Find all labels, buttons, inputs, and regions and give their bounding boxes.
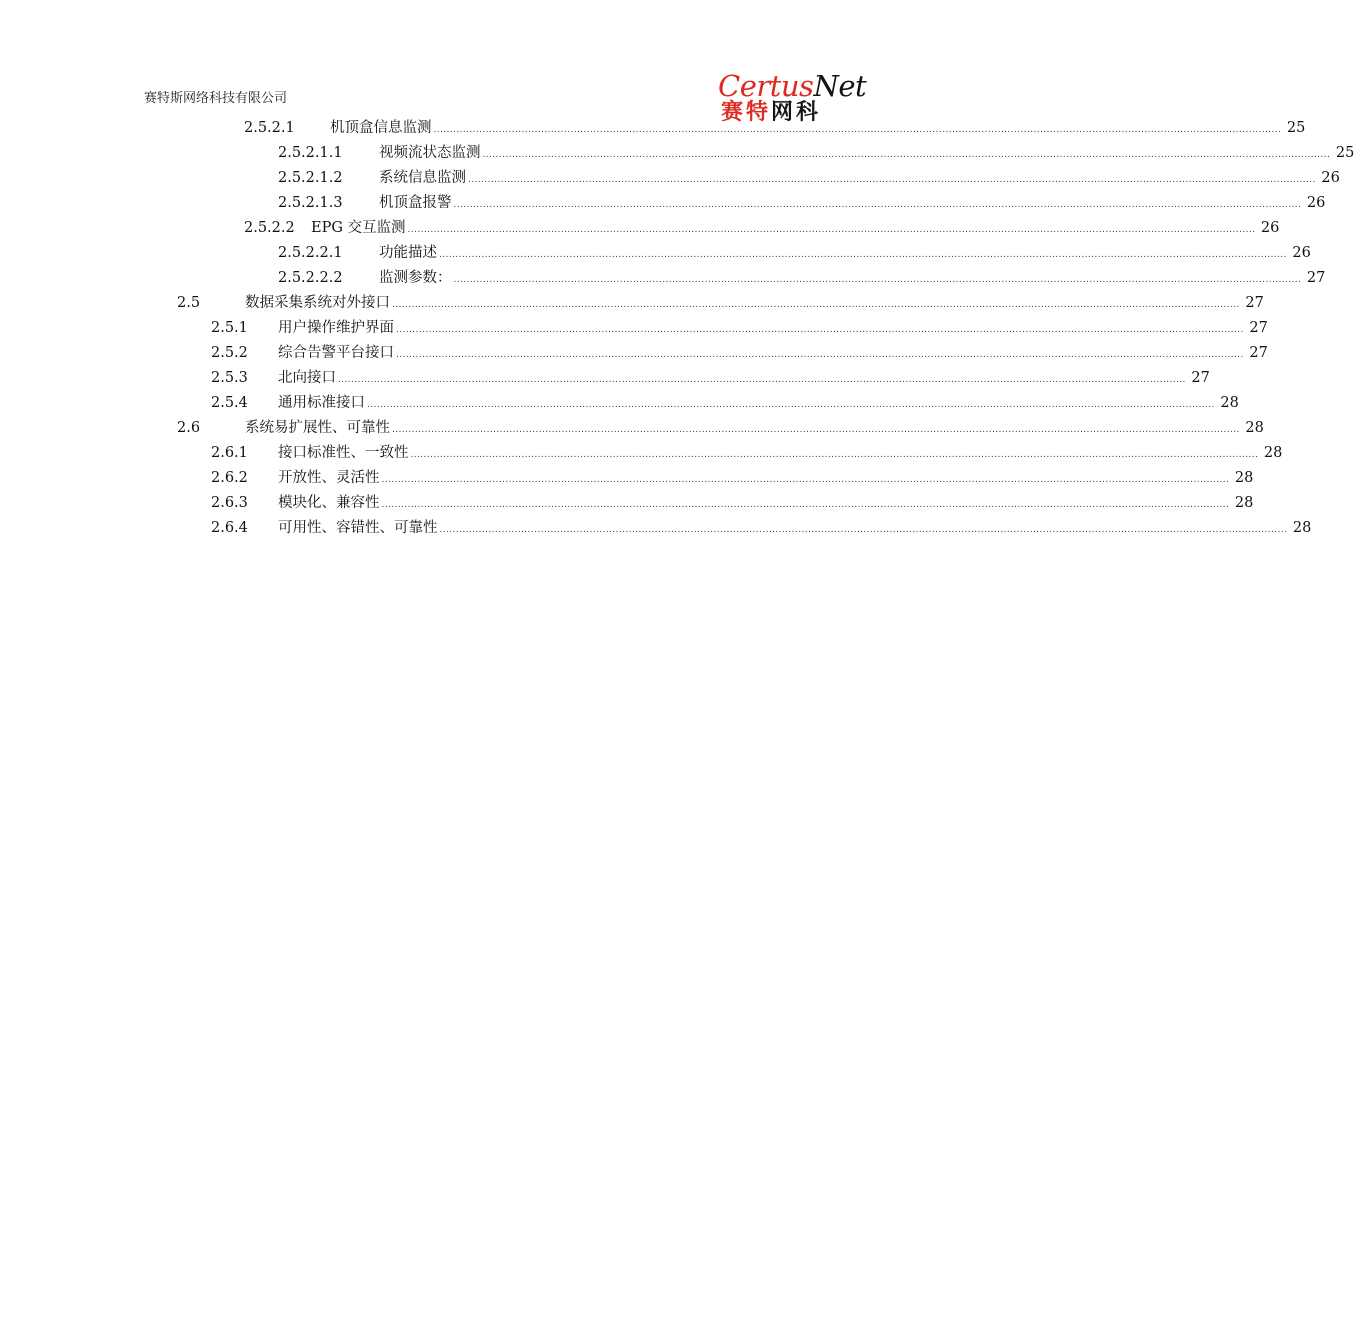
toc-entry[interactable]	[211, 443, 1283, 463]
toc-number: 2.6.4	[211, 520, 248, 536]
toc-page-number: 28	[1220, 395, 1239, 411]
toc-page-number: 28	[1234, 470, 1254, 486]
toc-leader: ....................................................................................................................................................................................................................................................................	[468, 175, 1316, 185]
toc-leader: ....................................................................................................................................................................................................................................................................	[381, 475, 1230, 485]
toc-title: 可用性、容错性、可靠性	[278, 520, 438, 536]
toc-number: 2.5.2.1	[244, 120, 295, 136]
toc-number: 2.6	[177, 420, 201, 436]
toc-entry[interactable]	[211, 343, 1268, 363]
toc-title: 数据采集系统对外接口	[245, 295, 390, 311]
toc-page-number: 27	[1249, 320, 1268, 336]
logo-en-part-2: Net	[813, 69, 867, 103]
toc-leader: ....................................................................................................................................................................................................................................................................	[338, 375, 1186, 385]
toc-entry[interactable]	[244, 118, 1306, 138]
logo-cn-part-1: 赛特	[721, 100, 772, 125]
toc-leader: ....................................................................................................................................................................................................................................................................	[381, 500, 1230, 510]
logo-cn-part-2: 网科	[771, 100, 822, 125]
toc-entry[interactable]	[211, 393, 1239, 413]
toc-page-number: 27	[1245, 295, 1264, 311]
toc-page-number: 26	[1260, 220, 1280, 236]
toc-page-number: 27	[1191, 370, 1210, 386]
toc-number: 2.6.3	[211, 495, 248, 511]
toc-page-number: 27	[1306, 270, 1326, 286]
company-name: 赛特斯网络科技有限公司	[144, 91, 288, 106]
toc-entry[interactable]	[278, 143, 1354, 163]
toc-title: 系统信息监测	[379, 170, 466, 186]
toc-title: 机顶盒信息监测	[330, 120, 432, 136]
toc-entry[interactable]	[278, 193, 1326, 213]
toc-title: 开放性、灵活性	[278, 470, 380, 486]
toc-leader: ....................................................................................................................................................................................................................................................................	[367, 400, 1215, 410]
toc-page-number: 25	[1286, 120, 1306, 136]
toc-leader: ....................................................................................................................................................................................................................................................................	[407, 225, 1256, 235]
toc-page-number: 28	[1263, 445, 1283, 461]
logo-english	[718, 70, 866, 102]
toc-title: 通用标准接口	[278, 395, 365, 411]
toc-entry[interactable]	[278, 168, 1340, 188]
toc-entry[interactable]	[244, 218, 1280, 238]
toc-leader: ....................................................................................................................................................................................................................................................................	[439, 525, 1288, 535]
toc-leader: ....................................................................................................................................................................................................................................................................	[392, 300, 1240, 310]
toc-number: 2.5.2.2	[244, 220, 295, 236]
toc-entry[interactable]	[211, 468, 1254, 488]
toc-entry[interactable]	[278, 243, 1311, 263]
toc-title: 用户操作维护界面	[278, 320, 394, 336]
toc-title: 模块化、兼容性	[278, 495, 380, 511]
toc-entry[interactable]	[211, 518, 1312, 538]
toc-entry[interactable]	[211, 318, 1268, 338]
toc-number: 2.6.1	[211, 445, 248, 461]
toc-title: 机顶盒报警	[379, 195, 452, 211]
toc-page-number: 25	[1335, 145, 1354, 161]
toc-title: 视频流状态监测	[379, 145, 481, 161]
toc-leader: ....................................................................................................................................................................................................................................................................	[453, 200, 1302, 210]
toc-leader: ....................................................................................................................................................................................................................................................................	[392, 425, 1240, 435]
toc-title: 系统易扩展性、可靠性	[245, 420, 390, 436]
toc-number: 2.5.2.1.3	[278, 195, 343, 211]
toc-leader: ....................................................................................................................................................................................................................................................................	[396, 350, 1244, 360]
toc-page-number: 26	[1292, 245, 1311, 261]
toc-page-number: 27	[1249, 345, 1268, 361]
toc-leader: ....................................................................................................................................................................................................................................................................	[453, 275, 1302, 285]
toc-page-number: 26	[1321, 170, 1340, 186]
toc-leader: ....................................................................................................................................................................................................................................................................	[410, 450, 1259, 460]
toc-title: 北向接口	[278, 370, 336, 386]
toc-number: 2.5.1	[211, 320, 248, 336]
toc-number: 2.5.3	[211, 370, 248, 386]
toc-leader: ....................................................................................................................................................................................................................................................................	[439, 250, 1287, 260]
toc-number: 2.5.2.1.1	[278, 145, 343, 161]
toc-number: 2.5.2.2.2	[278, 270, 343, 286]
toc-title: 监测参数：	[379, 270, 452, 286]
toc-title: 综合告警平台接口	[278, 345, 394, 361]
toc-number: 2.6.2	[211, 470, 248, 486]
toc-leader: ....................................................................................................................................................................................................................................................................	[482, 150, 1331, 160]
toc-entry[interactable]	[177, 293, 1264, 313]
toc-entry[interactable]	[211, 493, 1254, 513]
toc-title: 功能描述	[379, 245, 437, 261]
toc-leader: ....................................................................................................................................................................................................................................................................	[396, 325, 1244, 335]
toc-title: EPG 交互监测	[311, 220, 406, 236]
toc-page-number: 28	[1292, 520, 1312, 536]
toc-number: 2.5.2	[211, 345, 248, 361]
toc-entry[interactable]	[211, 368, 1210, 388]
toc-number: 2.5.4	[211, 395, 248, 411]
toc-entry[interactable]	[177, 418, 1264, 438]
toc-title: 接口标准性、一致性	[278, 445, 409, 461]
toc-entry[interactable]	[278, 268, 1326, 288]
toc-number: 2.5.2.1.2	[278, 170, 343, 186]
toc-number: 2.5.2.2.1	[278, 245, 343, 261]
toc-page-number: 26	[1306, 195, 1326, 211]
toc-page-number: 28	[1245, 420, 1264, 436]
toc-number: 2.5	[177, 295, 201, 311]
toc-page-number: 28	[1234, 495, 1254, 511]
toc-leader: ....................................................................................................................................................................................................................................................................	[433, 125, 1282, 135]
logo-en-part-1: Certus	[718, 69, 814, 103]
